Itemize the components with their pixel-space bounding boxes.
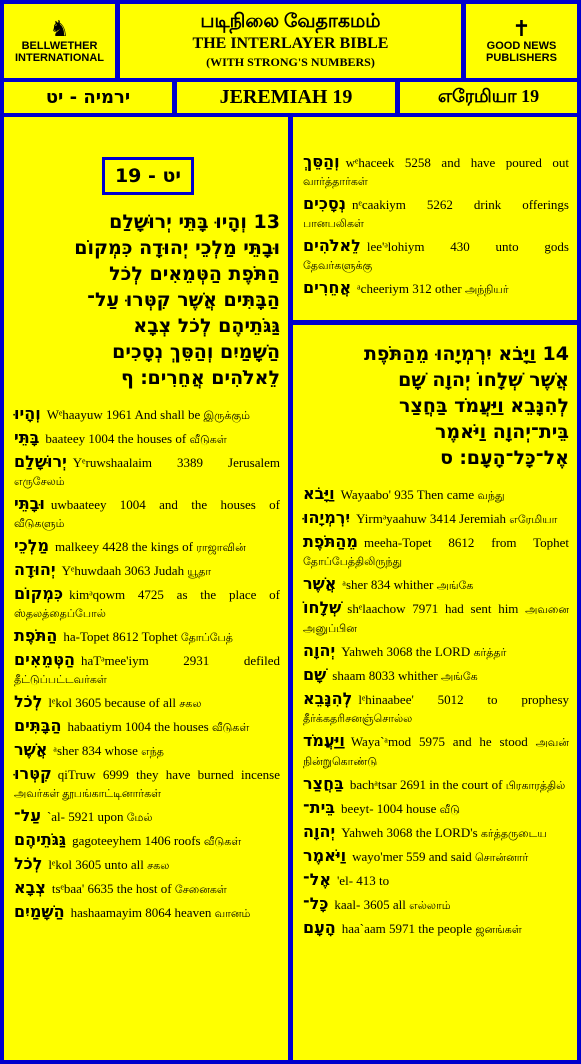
word-entry	[14, 765, 280, 803]
hebrew-line: הַתֹּפֶת הַטְּמֵאִים לְכֹל	[109, 263, 280, 285]
bellwether-logo	[4, 4, 115, 78]
hebrew-line: לְהִנָּבֵא וַיַּעֲמֹד בַּחֲצַר	[399, 395, 569, 417]
gloss: haa`aam 5971 the people	[341, 921, 473, 936]
tamil-gloss: கர்த்தருடைய	[480, 828, 547, 840]
tamil-gloss: இருக்கும்	[203, 410, 250, 422]
word-entry	[14, 831, 280, 851]
gloss: ᵃsher 834 whither	[342, 577, 434, 592]
hebrew-word: יְהוָה	[303, 641, 336, 660]
word-entry	[303, 575, 569, 595]
hebrew-line: 13 וְהָיוּ בָּתֵּי יְרוּשָׁלִַם	[109, 211, 280, 233]
gloss: baateey 1004 the houses of	[45, 431, 187, 446]
hebrew-word: מֵהַתֹּפֶת	[303, 532, 358, 551]
chapter-hebrew: ירמיה - יט	[4, 82, 172, 113]
word-entry	[14, 903, 280, 923]
tamil-gloss: வீடுகள்	[211, 722, 250, 734]
word-entry	[303, 823, 569, 843]
hebrew-word: כִּמְקוֹם	[14, 584, 64, 603]
hebrew-word: וְהָיוּ	[14, 404, 41, 423]
gloss: Yᵉhuwdaah 3063 Judah	[61, 563, 185, 578]
hebrew-word: וְהַסֵּךְ	[303, 152, 340, 171]
tamil-gloss: தீர்க்கதரிசனஞ்சொல்ல	[303, 713, 413, 725]
word-entry	[303, 919, 569, 939]
gloss: Yirmᵊyaahuw 3414 Jeremiah	[356, 511, 507, 526]
hebrew-word: גַּגֹּתֵיהֶם	[14, 830, 67, 849]
hebrew-word: נְסָכִים	[303, 194, 347, 213]
tamil-gloss: மேல்	[126, 812, 153, 824]
gloss: nᵉcaakiym 5262 drink offerings	[352, 197, 569, 212]
word-entry	[303, 775, 569, 795]
tamil-gloss: அவனை அனுப்பின	[303, 604, 569, 635]
hebrew-line: 14 וַיָּבֹא יִרְמְיָהוּ מֵהַתֹּפֶת	[363, 343, 569, 365]
gloss: Waya`ᵃmod 5975 and he stood	[350, 734, 528, 749]
gloss: malkeey 4428 the kings of	[55, 539, 193, 554]
hebrew-word: אֲשֶׁר	[303, 574, 337, 593]
gloss: ha-Topet 8612 Tophet	[63, 629, 178, 644]
title-block	[120, 4, 461, 78]
verse13-words	[14, 405, 280, 923]
word-entry	[303, 642, 569, 662]
goodnews-line2: PUBLISHERS	[486, 52, 557, 64]
tamil-gloss: சேனைகள்	[174, 884, 227, 896]
hebrew-word: הַשָּׁמַיִם	[14, 902, 65, 921]
gloss: lᵉkol 3605 unto all	[48, 857, 144, 872]
verse13-hebrew	[14, 209, 280, 391]
hebrew-word: הַתֹּפֶת	[14, 626, 58, 645]
hebrew-word: הַבָּתִּים	[14, 716, 62, 735]
tamil-gloss: வானம்	[214, 908, 251, 920]
hebrew-word: קִטְּרוּ	[14, 764, 52, 783]
hebrew-line: לֵאלֹהִים אֲחֵרִים׃ ף	[121, 367, 280, 389]
gloss: lee'ᵊlohiym 430 unto gods	[366, 239, 569, 254]
word-entry	[14, 561, 280, 581]
word-entry	[14, 693, 280, 713]
hebrew-word: וַיָּבֹא	[303, 484, 335, 503]
hebrew-word: שְׁלָחוֹ	[303, 598, 342, 617]
verse13-cont-words	[303, 153, 569, 299]
hebrew-word: שָׁם	[303, 665, 327, 684]
title-tamil: படிநிலை வேதாகமம்	[200, 11, 381, 32]
hebrew-word: לֵאלֹהִים	[303, 236, 361, 255]
gloss: kimᵊqowm 4725 as the place of	[69, 587, 280, 602]
hebrew-word: צְבָא	[14, 878, 46, 897]
word-entry	[303, 847, 569, 867]
gloss: lᵉkol 3605 because of all	[48, 695, 176, 710]
word-entry	[303, 799, 569, 819]
tamil-gloss: பானபலிகள்	[303, 218, 364, 230]
hebrew-word: כָּל־	[303, 894, 329, 913]
tamil-gloss: கர்த்தர்	[473, 647, 507, 659]
word-entry	[14, 405, 280, 425]
tamil-gloss: எல்லாம்	[409, 900, 451, 912]
tamil-gloss: எந்த	[141, 746, 164, 758]
word-entry	[303, 871, 569, 891]
title-main: THE INTERLAYER BIBLE	[192, 35, 389, 52]
tamil-gloss: ஸ்தலத்தைப்போல்	[14, 608, 106, 620]
gloss: lᵉhinaabee' 5012 to prophesy	[358, 692, 569, 707]
word-entry	[14, 495, 280, 533]
hebrew-word: לְכֹל	[14, 854, 43, 873]
word-entry	[303, 732, 569, 771]
word-entry	[303, 509, 569, 529]
gloss: Wᵉhaayuw 1961 And shall be	[46, 407, 201, 422]
hebrew-word: הַטְּמֵאִים	[14, 650, 75, 669]
word-entry	[303, 279, 569, 299]
word-entry	[303, 533, 569, 571]
gloss: Wayaabo' 935 Then came	[340, 487, 475, 502]
verse14-words	[303, 485, 569, 939]
tamil-gloss: வீடுகள்	[189, 434, 227, 446]
goodnews-line1: GOOD NEWS	[486, 40, 557, 52]
tamil-gloss: அவர்கள் தூபங்காட்டினார்கள்	[14, 788, 162, 800]
hebrew-word: וַיַּעֲמֹד	[303, 731, 345, 750]
tamil-gloss: வீடு	[439, 804, 460, 816]
hebrew-word: יִרְמְיָהוּ	[303, 508, 351, 527]
tamil-gloss: தீட்டுப்பட்டவர்கள்	[14, 674, 107, 686]
tamil-gloss: தோப்பேத்	[180, 632, 233, 644]
word-entry	[14, 651, 280, 689]
tamil-gloss: வார்த்தார்கள்	[303, 176, 368, 188]
gloss: wᵉhaceek 5258 and have poured out	[345, 155, 569, 170]
word-entry	[14, 879, 280, 899]
gloss: hashaamayim 8064 heaven	[70, 905, 212, 920]
hebrew-word: יְהוָה	[303, 822, 336, 841]
gloss: tsᵉbaa' 6635 the host of	[51, 881, 172, 896]
word-entry	[14, 585, 280, 623]
word-entry	[14, 741, 280, 761]
gloss: bachᵃtsar 2691 in the court of	[349, 777, 503, 792]
word-entry	[303, 895, 569, 915]
chapter-tamil: எரேமியா 19	[400, 82, 577, 113]
verse14-panel	[293, 325, 577, 1060]
word-entry	[14, 627, 280, 647]
gloss: kaal- 3605 all	[334, 897, 406, 912]
hebrew-word: לְהִנָּבֵא	[303, 689, 353, 708]
tamil-gloss: எரேமியா	[509, 514, 558, 526]
gloss: Yahweh 3068 the LORD's	[341, 825, 478, 840]
bellwether-line1: BELLWETHER	[21, 40, 98, 52]
tamil-gloss: அங்கே	[440, 671, 478, 683]
word-entry	[14, 537, 280, 557]
hebrew-line: הַשָּׁמַיִם וְהַסֵּךְ נְסָכִים	[112, 341, 280, 363]
hebrew-line: וּבָתֵּי מַלְכֵי יְהוּדָה כִּמְקוֹם	[74, 237, 280, 259]
hebrew-word: אֲחֵרִים	[303, 278, 352, 297]
gloss: uwbaateey 1004 and the houses of	[50, 497, 280, 512]
word-entry	[303, 599, 569, 638]
tamil-gloss: வீடுகள்	[203, 836, 242, 848]
chapter-english: JEREMIAH 19	[177, 82, 395, 113]
bellwether-line2: INTERNATIONAL	[14, 52, 104, 64]
gloss: qiTruw 6999 they have burned incense	[57, 767, 280, 782]
gloss: shᵉlaachow 7971 had sent him	[347, 601, 519, 616]
word-entry	[303, 485, 569, 505]
goodnews-logo	[466, 4, 577, 78]
tamil-gloss: வீடுகளும்	[14, 518, 65, 530]
tamil-gloss: தேவர்களுக்கு	[303, 260, 373, 272]
hebrew-word: יְרוּשָׁלִַם	[14, 452, 67, 471]
verse13-cont-panel	[293, 117, 577, 320]
hebrew-line: אֲשֶׁר שְׁלָחוֹ יְהוָה שָׁם	[398, 369, 569, 391]
word-entry	[303, 195, 569, 233]
gloss: Yahweh 3068 the LORD	[341, 644, 471, 659]
verse13-panel	[4, 117, 288, 1060]
hebrew-line: גַּגֹּתֵיהֶם לְכֹל צְבָא	[133, 315, 280, 337]
hebrew-word: וּבָתֵּי	[14, 494, 45, 513]
gloss: ᵃsher 834 whose	[53, 743, 138, 758]
hebrew-line: בֵּית־יְהוָה וַיֹּאמֶר	[434, 421, 569, 443]
gloss: Yᵉruwshaalaim 3389 Jerusalem	[72, 455, 280, 470]
hebrew-word: אֲשֶׁר	[14, 740, 48, 759]
verse14-hebrew	[303, 341, 569, 471]
tamil-gloss: வந்து	[477, 490, 505, 502]
bellwether-icon: ♞	[49, 16, 70, 41]
word-entry	[303, 237, 569, 275]
gloss: wayo'mer 559 and said	[352, 849, 472, 864]
hebrew-word: אֶל־	[303, 870, 331, 889]
word-entry	[303, 666, 569, 686]
hebrew-line: אֶל־כָּל־הָעָם׃ ס	[440, 447, 569, 469]
gloss: habaatiym 1004 the houses	[67, 719, 209, 734]
word-entry	[303, 153, 569, 191]
hebrew-word: וַיֹּאמֶר	[303, 846, 347, 865]
gloss: haTᵊmee'iym 2931 defiled	[80, 653, 280, 668]
word-entry	[14, 453, 280, 491]
tamil-gloss: சொன்னார்	[475, 852, 529, 864]
tamil-gloss: தோப்பேத்திலிருந்து	[303, 556, 403, 568]
tamil-gloss: ஜனங்கள்	[475, 924, 522, 936]
gloss: gagoteeyhem 1406 roofs	[72, 833, 201, 848]
hebrew-word: הָעָם	[303, 918, 336, 937]
chapter-badge: יט - 19	[102, 157, 194, 195]
hebrew-word: עַל־	[14, 806, 41, 825]
tamil-gloss: அவன் நின்றுகொண்டு	[303, 737, 569, 768]
tamil-gloss: அந்நியர்	[465, 284, 509, 296]
tamil-gloss: பிரகாரத்தில்	[505, 780, 566, 792]
tamil-gloss: எருசேலம்	[14, 476, 65, 488]
gloss: meeha-Topet 8612 from Tophet	[363, 535, 569, 550]
hebrew-word: בָּתֵּי	[14, 428, 40, 447]
word-entry	[14, 717, 280, 737]
tamil-gloss: அங்கே	[436, 580, 474, 592]
gloss: `al- 5921 upon	[46, 809, 124, 824]
word-entry	[303, 690, 569, 728]
hebrew-word: יְהוּדָה	[14, 560, 56, 579]
gloss: ᵃcheeriym 312 other	[357, 281, 462, 296]
book-icon: ✝	[512, 16, 531, 41]
hebrew-word: בַּחֲצַר	[303, 774, 344, 793]
tamil-gloss: ராஜாவின்	[196, 542, 246, 554]
word-entry	[14, 429, 280, 449]
hebrew-word: לְכֹל	[14, 692, 43, 711]
tamil-gloss: சகல	[147, 860, 170, 872]
gloss: 'el- 413 to	[336, 873, 390, 888]
hebrew-line: הַבָּתִּים אֲשֶׁר קִטְּרוּ עַל־	[87, 289, 280, 311]
hebrew-word: מַלְכֵי	[14, 536, 50, 555]
gloss: shaam 8033 whither	[332, 668, 438, 683]
gloss: beeyt- 1004 house	[341, 801, 437, 816]
word-entry	[14, 807, 280, 827]
hebrew-word: בֵּית־	[303, 798, 336, 817]
tamil-gloss: யூதா	[187, 566, 212, 578]
word-entry	[14, 855, 280, 875]
tamil-gloss: சகல	[179, 698, 202, 710]
title-sub: (WITH STRONG'S NUMBERS)	[206, 55, 375, 69]
